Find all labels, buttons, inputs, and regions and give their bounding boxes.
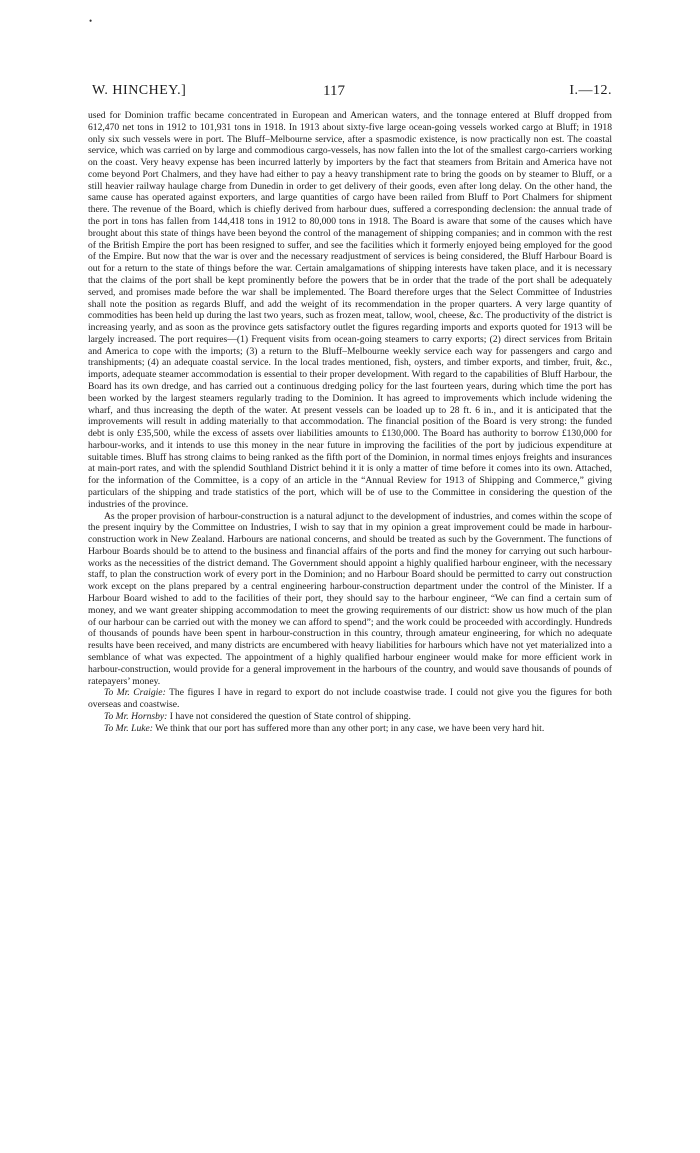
answer-speaker: To Mr. Craigie:: [104, 687, 166, 699]
page-number: 117: [323, 83, 345, 99]
answer-craigie: [88, 687, 612, 711]
body-text: [88, 110, 612, 734]
answer-text: The figures I have in regard to export do not include coastwise trade. I could not give you the figures for both overseas and coastwise.: [88, 687, 612, 711]
answer-speaker: To Mr. Hornsby:: [104, 710, 168, 722]
header-witness-name: W. HINCHEY.]: [92, 83, 187, 98]
paragraph-bluff-trade: used for Dominion traffic became concentrated in European and American waters, and the tonnage entered at Bluff dropped from 612,470 net tons in 1912 to 101,931 tons in 1918. In 1913 about sixty-five large ocean-going vessels worked cargo at Bluff; in 1918 only six such vessels were in port. The Bluff–Melbourne service, after a spasmodic existence, is now practically non est. The coastal service, which was carried on by large and commodious cargo-vessels, has now fallen into the lot of the smallest cargo-carriers working on the coast. Very heavy expense has been incurred latterly by importers by the fact that steamers from Britain and America have not come beyond Port Chalmers, and they have had either to pay a heavy transhipment rate to bring the goods on by steamer to Bluff, or a still heavier railway haulage charge from Dunedin in order to get delivery of their goods, even after long delay. On the other hand, the same cause has operated against exporters, and large quantities of cargo have been railed from Bluff to Port Chalmers for shipment there. The revenue of the Board, which is chiefly derived from harbour dues, suffered a corresponding declension: the annual trade of the port in tons has fallen from 144,418 tons in 1912 to 80,000 tons in 1918. The Board is aware that some of the causes which have brought about this state of things have been beyond the control of the management of shipping companies; and in common with the rest of the British Empire the port has been resigned to suffer, and see the facilities which it formerly enjoyed being employed for the good of the Empire. But now that the war is over and the necessary readjustment of services is being considered, the Bluff Harbour Board is out for a return to the state of things before the war. Certain amalgamations of shipping interests have taken place, and it is necessary that the claims of the port shall be kept prominently before the powers that be in order that the trade of the port shall be adequately served, and promises made before the war shall be implemented. The Board therefore urges that the Select Committee of Industries shall note the position as regards Bluff, and add the weight of its recommendation in the proper quarters. A very large quantity of commodities has been held up during the last two years, such as frozen meat, tallow, wool, cheese, &c. The productivity of the district is increasing yearly, and as soon as the province gets satisfactory outlet the figures regarding imports and exports quoted for 1913 will be largely increased. The port requires—(1) Frequent visits from ocean-going steamers to carry exports; (2) direct services from Britain and America to cope with the imports; (3) a return to the Bluff–Melbourne weekly service each way for passengers and cargo and transhipments; (4) an adequate coastal service. In the local trades mentioned, fish, oysters, and timber exports, and timber, fruit, &c., imports, adequate steamer accommodation is essential to their proper development. With regard to the capabilities of Bluff Harbour, the Board has its own dredge, and has carried out a continuous dredging policy for the last fourteen years, during which time the port has been worked by the largest steamers regularly trading to the Dominion. It has agreed to improvements which include widening the wharf, and thus increasing the depth of the water. At present vessels can be loaded up to 28 ft. 6 in., and it is anticipated that the improvements will result in adding materially to that accommodation. The financial position of the Board is very strong: the funded debt is only £35,500, while the excess of assets over liabilities amounts to £130,000. The Board has authority to borrow £130,000 for harbour-works, and it intends to use this money in the near future in improving the facilities of the port by judicious expenditure at suitable times. Bluff has strong claims to being ranked as the fifth port of the Dominion, in normal times enjoys freights and insurances at main-port rates, and with the splendid Southland District behind it it is only a matter of time before it comes into its own. Attached, for the information of the Committee, is a copy of an article in the “Annual Review for 1913 of Shipping and Commerce,” giving particulars of the shipping and trade statistics of the port, which will be of use to the Committee in considering the question of the industries of the province.: [88, 110, 612, 510]
answer-luke: [88, 723, 612, 735]
answer-speaker: To Mr. Luke:: [104, 722, 153, 734]
document-reference: I.—12.: [569, 83, 612, 98]
running-header: [92, 83, 612, 101]
paragraph-harbour-construction: As the proper provision of harbour-construction is a natural adjunct to the development of industries, and comes within the scope of the present inquiry by the Committee on Industries, I wish to say that in my opinion a great improvement could be made in harbour-construction work in New Zealand. Harbours are national concerns, and should be treated as such by the Government. The functions of Harbour Boards should be to attend to the business and financial affairs of the ports and find the money for carrying out such harbour-works as the necessities of the district demand. The Government should appoint a highly qualified harbour engineer, with the necessary staff, to plan the construction work of every port in the Dominion; and no Harbour Board should be permitted to carry out construction work except on the plans prepared by a central engineering harbour-construction department under the control of the Minister. If a Harbour Board wished to add to the facilities of their port, they should say to the harbour engineer, “We can find a certain sum of money, and we want greater shipping accommodation to meet the growing requirements of our district: show us how much of the plan of our harbour can be carried out with the money we can afford to spend”; and the work could be proceeded with accordingly. Hundreds of thousands of pounds have been spent in harbour-construction in this country, through amateur engineering, for which no adequate results have been received, and many districts are encumbered with heavy liabilities for harbours which have not yet materialized into a semblance of what was expected. The appointment of a highly qualified harbour engineer would make for more efficient work in harbour-construction, would provide for a general improvement in the harbours of the country, and would save thousands of pounds of ratepayers’ money.: [88, 510, 612, 687]
answer-text: We think that our port has suffered more than any other port; in any case, we have been very hard hit.: [152, 722, 545, 734]
answer-text: I have not considered the question of State control of shipping.: [167, 710, 411, 722]
page-mark: •: [89, 16, 93, 26]
answer-hornsby: [88, 711, 612, 723]
